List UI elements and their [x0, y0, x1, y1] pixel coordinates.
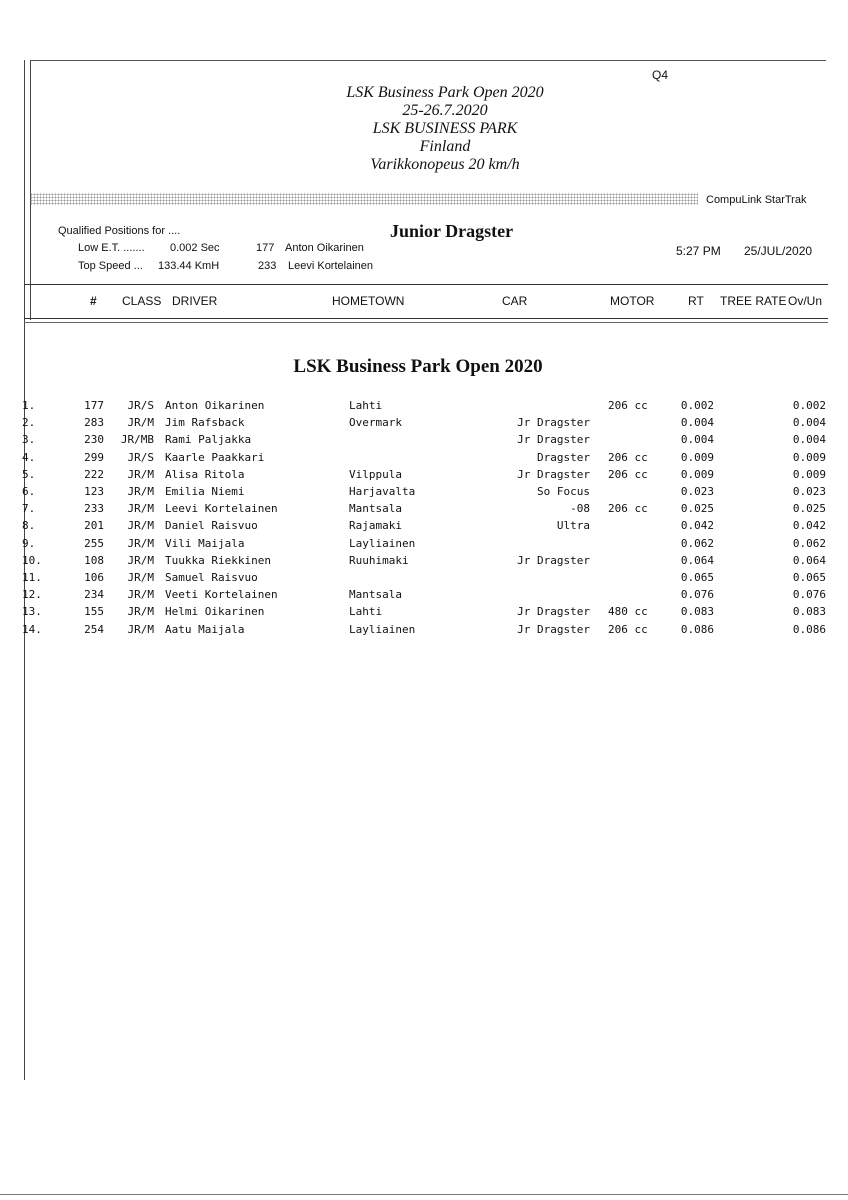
- cell-over-under: 0.086: [792, 622, 826, 636]
- cell-class: JR/M: [127, 553, 154, 567]
- dotted-band: [30, 193, 698, 205]
- cell-car: Dragster: [537, 450, 590, 464]
- cell-class: JR/M: [127, 605, 154, 619]
- cell-class: JR/S: [127, 399, 154, 412]
- cell-driver: Vili Maijala: [165, 536, 245, 550]
- cell-class: JR/S: [127, 450, 154, 464]
- cell-motor: 206 cc: [608, 622, 648, 636]
- event-name: LSK Business Park Open 2020: [346, 84, 544, 101]
- qualifying-round-label: Q4: [652, 68, 669, 82]
- cell-position: 8.: [22, 519, 36, 533]
- cell-driver: Samuel Raisvuo: [165, 571, 258, 584]
- cell-reaction-time: 0.076: [680, 588, 714, 602]
- col-header-class: CLASS: [122, 294, 162, 308]
- cell-class: JR/M: [127, 485, 154, 498]
- cell-over-under: 0.083: [792, 605, 826, 619]
- table-row: [0, 397, 848, 414]
- table-row: [0, 586, 848, 603]
- cell-driver: Veeti Kortelainen: [165, 588, 278, 602]
- table-row: [0, 431, 848, 448]
- cell-car-number: 283: [84, 416, 104, 430]
- cell-driver: Jim Rafsback: [165, 416, 245, 430]
- col-header-ovun: Ov/Un: [788, 294, 823, 308]
- table-row: [0, 603, 848, 620]
- event-note: Varikkonopeus 20 km/h: [370, 156, 520, 173]
- cell-car: Jr Dragster: [517, 622, 590, 636]
- cell-hometown: Vilppula: [349, 467, 402, 481]
- cell-driver: Kaarle Paakkari: [165, 450, 265, 464]
- cell-hometown: Mantsala: [349, 588, 402, 602]
- col-header-driver: DRIVER: [172, 294, 218, 308]
- cell-hometown: Ruuhimaki: [349, 553, 409, 567]
- cell-car: So Focus: [537, 485, 590, 498]
- cell-over-under: 0.009: [792, 467, 826, 481]
- top-speed-value: 133.44 KmH: [158, 260, 220, 272]
- cell-car: Jr Dragster: [517, 467, 590, 481]
- table-row: [0, 621, 848, 638]
- cell-car: Jr Dragster: [517, 416, 590, 430]
- cell-hometown: Rajamaki: [349, 519, 402, 533]
- event-title-block: [230, 84, 660, 174]
- cell-reaction-time: 0.086: [680, 622, 714, 636]
- cell-position: 10.: [22, 553, 42, 567]
- cell-over-under: 0.042: [792, 519, 826, 533]
- cell-hometown: Lahti: [349, 605, 383, 619]
- cell-car-number: 155: [84, 605, 104, 619]
- cell-position: 11.: [22, 571, 42, 584]
- software-brand: CompuLink StarTrak: [706, 194, 807, 206]
- cell-over-under: 0.023: [792, 485, 826, 498]
- cell-class: JR/M: [127, 467, 154, 481]
- top-speed-label: Top Speed ...: [78, 260, 143, 272]
- cell-over-under: 0.009: [792, 450, 826, 464]
- results-title: LSK Business Park Open 2020: [293, 356, 543, 377]
- table-row: [0, 535, 848, 552]
- col-header-motor: MOTOR: [610, 294, 655, 308]
- table-row: [0, 552, 848, 569]
- cell-hometown: Lahti: [349, 399, 383, 412]
- cell-position: 2.: [22, 416, 36, 430]
- cell-car: Jr Dragster: [517, 605, 590, 619]
- cell-reaction-time: 0.065: [680, 571, 714, 584]
- cell-over-under: 0.004: [792, 416, 826, 430]
- cell-position: 5.: [22, 467, 36, 481]
- cell-car: Ultra: [556, 519, 590, 533]
- cell-hometown: Layliainen: [349, 622, 416, 636]
- table-row: [0, 414, 848, 431]
- cell-over-under: 0.062: [792, 536, 826, 550]
- cell-hometown: Harjavalta: [349, 485, 416, 498]
- col-header-number: #: [90, 294, 97, 308]
- cell-car-number: 201: [84, 519, 104, 533]
- cell-driver: Helmi Oikarinen: [165, 605, 265, 619]
- cell-class: JR/MB: [120, 433, 154, 447]
- cell-motor: 206 cc: [608, 467, 648, 481]
- cell-position: 4.: [22, 450, 36, 464]
- table-row: [0, 500, 848, 517]
- cell-reaction-time: 0.064: [680, 553, 714, 567]
- cell-position: 14.: [22, 622, 42, 636]
- table-row: [0, 466, 848, 483]
- cell-car-number: 233: [84, 502, 104, 516]
- table-row: [0, 483, 848, 500]
- frame-left-inner-line: [30, 60, 31, 320]
- cell-position: 3.: [22, 433, 36, 447]
- cell-reaction-time: 0.023: [680, 485, 714, 498]
- event-dates: 25-26.7.2020: [402, 102, 488, 119]
- cell-car: Jr Dragster: [517, 433, 590, 447]
- cell-reaction-time: 0.025: [680, 502, 714, 516]
- cell-class: JR/M: [127, 416, 154, 430]
- header-divider-shadow: [24, 322, 828, 323]
- cell-over-under: 0.004: [792, 433, 826, 447]
- low-et-driver: Anton Oikarinen: [285, 242, 364, 254]
- cell-reaction-time: 0.042: [680, 519, 714, 533]
- cell-car: Jr Dragster: [517, 553, 590, 567]
- cell-car-number: 254: [84, 622, 104, 636]
- cell-car-number: 123: [84, 485, 104, 498]
- col-header-rt: RT: [688, 294, 704, 308]
- cell-driver: Aatu Maijala: [165, 622, 245, 636]
- low-et-value: 0.002 Sec: [170, 242, 220, 254]
- cell-car-number: 299: [84, 450, 104, 464]
- cell-over-under: 0.025: [792, 502, 826, 516]
- col-header-car: CAR: [502, 294, 528, 308]
- cell-hometown: Overmark: [349, 416, 402, 430]
- cell-position: 6.: [22, 485, 36, 498]
- table-row: [0, 449, 848, 466]
- cell-driver: Leevi Kortelainen: [165, 502, 278, 516]
- cell-driver: Tuukka Riekkinen: [165, 553, 271, 567]
- cell-over-under: 0.002: [792, 399, 826, 412]
- report-date: 25/JUL/2020: [744, 244, 813, 258]
- class-title: Junior Dragster: [390, 221, 514, 241]
- cell-car-number: 177: [84, 399, 104, 412]
- cell-reaction-time: 0.009: [680, 450, 714, 464]
- cell-car-number: 106: [84, 571, 104, 584]
- cell-class: JR/M: [127, 519, 154, 533]
- top-speed-driver: Leevi Kortelainen: [288, 260, 374, 272]
- cell-reaction-time: 0.009: [680, 467, 714, 481]
- report-time: 5:27 PM: [676, 244, 721, 258]
- cell-position: 7.: [22, 502, 36, 516]
- cell-car-number: 108: [84, 553, 104, 567]
- cell-over-under: 0.064: [792, 553, 826, 567]
- cell-motor: 480 cc: [608, 605, 648, 619]
- table-row: [0, 569, 848, 586]
- cell-reaction-time: 0.062: [680, 536, 714, 550]
- cell-over-under: 0.065: [792, 571, 826, 584]
- cell-driver: Daniel Raisvuo: [165, 519, 258, 533]
- low-et-label: Low E.T. .......: [78, 242, 145, 254]
- cell-driver: Alisa Ritola: [165, 467, 245, 481]
- cell-car-number: 234: [84, 588, 104, 602]
- cell-over-under: 0.076: [792, 588, 826, 602]
- cell-reaction-time: 0.004: [680, 433, 714, 447]
- cell-hometown: Layliainen: [349, 536, 416, 550]
- header-divider-top: [24, 284, 828, 285]
- cell-driver: Anton Oikarinen: [165, 399, 265, 412]
- top-speed-number: 233: [258, 260, 277, 272]
- qualified-heading: Qualified Positions for ....: [58, 225, 181, 237]
- cell-class: JR/M: [127, 502, 154, 516]
- cell-motor: 206 cc: [608, 399, 648, 412]
- cell-class: JR/M: [127, 588, 154, 602]
- low-et-number: 177: [256, 242, 275, 254]
- cell-hometown: Mantsala: [349, 502, 402, 516]
- cell-motor: 206 cc: [608, 450, 648, 464]
- cell-driver: Rami Paljakka: [165, 433, 252, 447]
- cell-reaction-time: 0.004: [680, 416, 714, 430]
- frame-top-line: [30, 60, 826, 61]
- cell-motor: 206 cc: [608, 502, 648, 516]
- cell-reaction-time: 0.083: [680, 605, 714, 619]
- cell-position: 9.: [22, 536, 36, 550]
- table-row: [0, 517, 848, 534]
- cell-class: JR/M: [127, 571, 154, 584]
- cell-car-number: 222: [84, 467, 104, 481]
- cell-class: JR/M: [127, 536, 154, 550]
- cell-position: 13.: [22, 605, 42, 619]
- cell-driver: Emilia Niemi: [165, 485, 245, 498]
- cell-reaction-time: 0.002: [680, 399, 714, 412]
- cell-car: -08: [570, 502, 590, 516]
- header-divider-bottom: [24, 318, 828, 319]
- col-header-tree-rate: TREE RATE: [720, 294, 787, 308]
- cell-position: 12.: [22, 588, 42, 602]
- col-header-hometown: HOMETOWN: [332, 294, 405, 308]
- cell-position: 1.: [22, 399, 36, 412]
- event-venue: LSK BUSINESS PARK: [372, 120, 518, 137]
- cell-class: JR/M: [127, 622, 154, 636]
- event-country: Finland: [419, 138, 471, 155]
- cell-car-number: 230: [84, 433, 104, 447]
- page-bottom-line: [0, 1194, 848, 1195]
- cell-car-number: 255: [84, 536, 104, 550]
